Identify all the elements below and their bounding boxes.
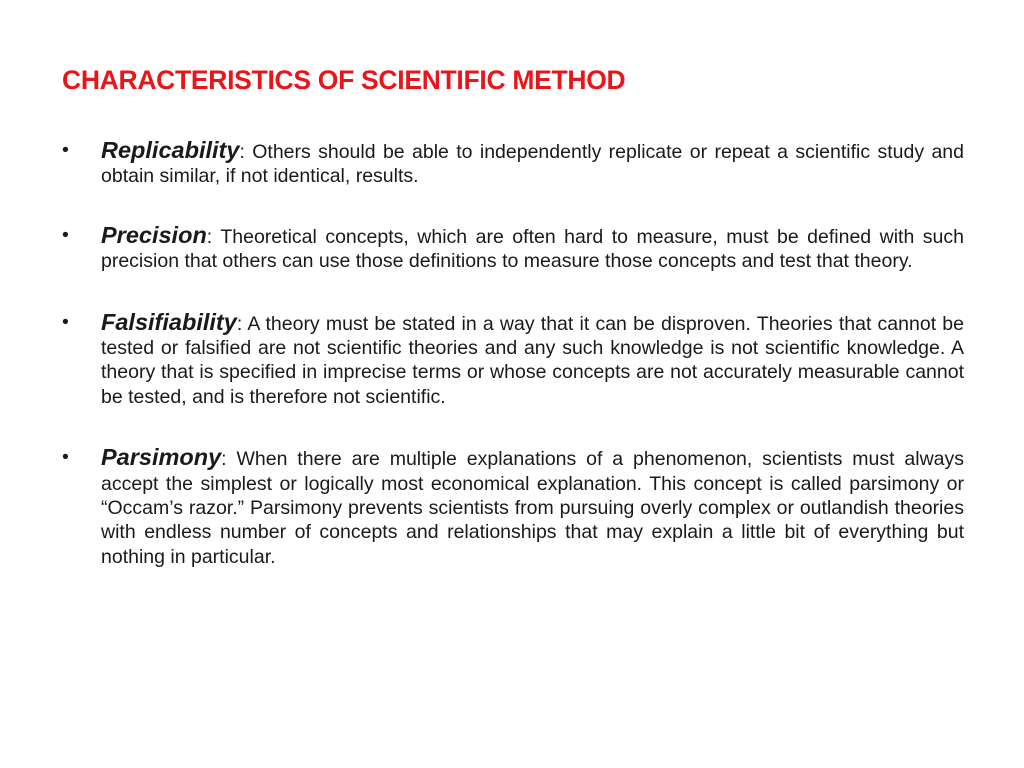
slide-title: CHARACTERISTICS OF SCIENTIFIC METHOD bbox=[62, 65, 626, 95]
description-parsimony: When there are multiple explanations of a phenomenon, scientists must always accept the simplest or logically most economical explanation. This concept is called parsimony or “Occam’s razor.” Parsimony prevents scientists from pursuing overly complex or outlandish theories with endless number of concepts and relationships that may explain a little bit of everything but nothing in particular. bbox=[101, 448, 964, 568]
bullet-dot-icon: • bbox=[62, 446, 69, 469]
description-falsifiability: A theory must be stated in a way that it can be disproven. Theories that cannot be tested or falsified are not scientific theories and any such knowledge is not scientific knowledge. A theory that is specified in imprecise terms or whose concepts are not accurately measurable cannot be tested, and is therefore not scientific. bbox=[101, 312, 964, 408]
bullet-item-replicability bbox=[62, 138, 964, 189]
bullet-dot-icon: • bbox=[62, 139, 69, 161]
term-falsifiability: Falsifiability bbox=[101, 308, 237, 335]
term-separator: : bbox=[239, 141, 245, 163]
bullet-item-parsimony bbox=[62, 445, 964, 569]
bullet-item-falsifiability bbox=[62, 310, 964, 410]
description-replicability: Others should be able to independently replicate or repeat a scientific study and obtain similar, if not identical, results. bbox=[101, 141, 964, 188]
term-separator: : bbox=[236, 312, 243, 335]
bullet-dot-icon: • bbox=[62, 310, 69, 333]
term-parsimony: Parsimony bbox=[101, 444, 222, 471]
term-precision: Precision bbox=[101, 221, 207, 248]
bullet-list bbox=[62, 138, 964, 605]
description-precision: Theoretical concepts, which are often hard to measure, must be defined with such precision that others can use those definitions to measure those concepts and test that theory. bbox=[101, 225, 964, 273]
bullet-item-precision bbox=[62, 223, 964, 274]
bullet-dot-icon: • bbox=[62, 223, 69, 246]
term-separator: : bbox=[221, 448, 227, 471]
term-separator: : bbox=[206, 225, 213, 248]
term-replicability: Replicability bbox=[101, 137, 240, 163]
